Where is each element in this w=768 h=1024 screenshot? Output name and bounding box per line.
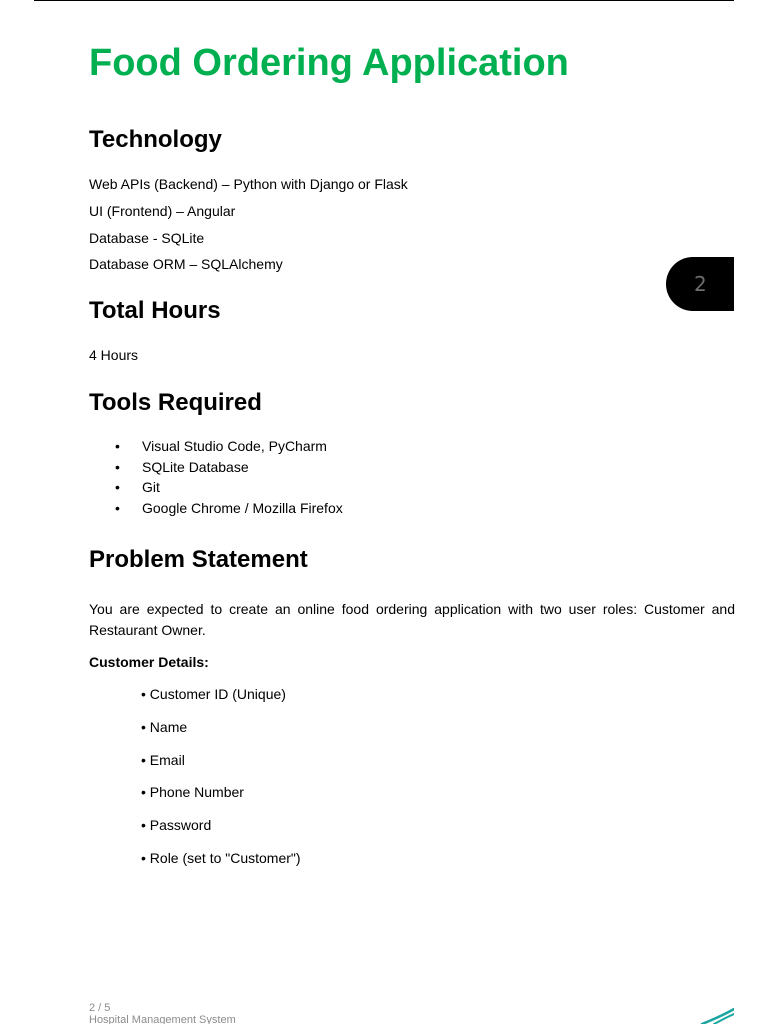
problem-statement-paragraph: You are expected to create an online food ordering application with two user roles: Customer and Restaurant Owner.: [89, 601, 735, 638]
problem-statement-heading: Problem Statement: [89, 546, 308, 573]
customer-detail-item: • Customer ID (Unique): [141, 686, 286, 702]
customer-detail-item: • Phone Number: [141, 784, 244, 801]
customer-detail-item: • Password: [141, 817, 212, 834]
customer-detail-item: • Email: [141, 751, 185, 768]
logo-svg: [700, 1006, 734, 1024]
bullet-icon: •: [115, 499, 120, 516]
total-hours-value: 4 Hours: [89, 347, 139, 363]
header-rule: [34, 0, 734, 1]
company-logo-swoosh-icon: [700, 1006, 734, 1024]
customer-details-list: [141, 685, 301, 882]
tools-list-item-label: Visual Studio Code, PyCharm: [142, 438, 327, 454]
total-hours-heading: Total Hours: [89, 297, 221, 324]
tools-required-heading: Tools Required: [89, 389, 262, 416]
bullet-icon: •: [115, 458, 120, 475]
customer-detail-item: • Name: [141, 718, 188, 735]
page-number-tab: 2: [666, 257, 734, 311]
page-title: Food Ordering Application: [89, 42, 569, 84]
footer-document-name: Hospital Management System: [89, 1014, 236, 1024]
tools-list-item-label: Google Chrome / Mozilla Firefox: [142, 499, 343, 516]
footer-page-indicator: 2 / 5: [89, 1002, 111, 1014]
technology-line: UI (Frontend) – Angular: [89, 203, 236, 219]
bullet-icon: •: [115, 438, 120, 454]
technology-line: Database - SQLite: [89, 230, 205, 246]
bullet-icon: •: [115, 479, 120, 496]
tools-list-item-label: Git: [142, 479, 160, 496]
tools-list-item-label: SQLite Database: [142, 458, 249, 475]
customer-detail-item: • Role (set to "Customer"): [141, 849, 301, 866]
technology-heading: Technology: [89, 126, 222, 153]
technology-line: Web APIs (Backend) – Python with Django or Flask: [89, 176, 408, 192]
customer-details-heading: Customer Details:: [89, 654, 209, 670]
technology-line: Database ORM – SQLAlchemy: [89, 256, 283, 272]
